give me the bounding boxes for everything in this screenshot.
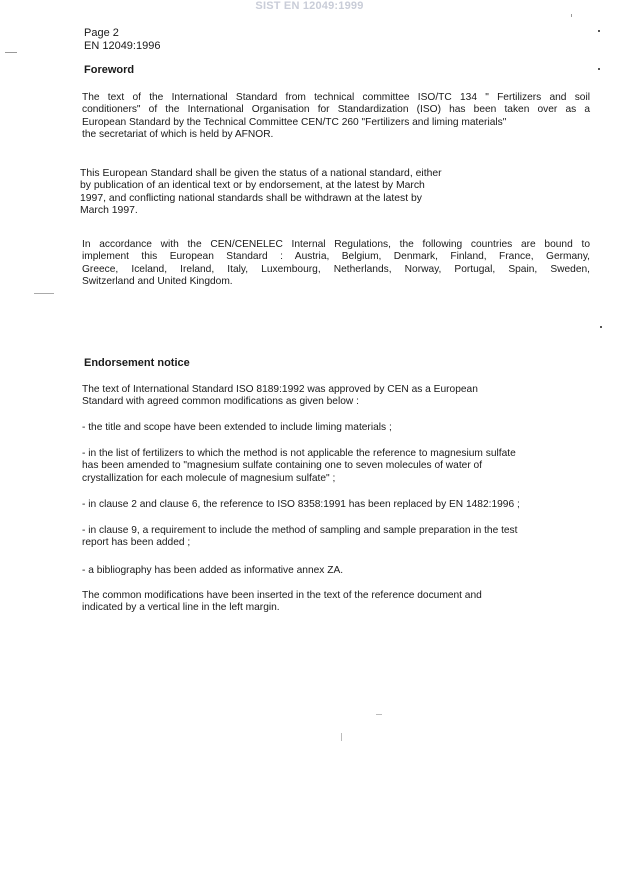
text-line: the secretariat of which is held by AFNOR. bbox=[82, 128, 274, 140]
foreword-heading: Foreword bbox=[84, 64, 135, 76]
text-line: - the title and scope have been extended to include liming materials ; bbox=[82, 422, 392, 433]
foreword-paragraph-2 bbox=[80, 168, 590, 217]
modification-3 bbox=[82, 499, 592, 511]
scan-speck bbox=[598, 68, 600, 70]
text-line: This European Standard shall be given the status of a national standard, either bbox=[80, 168, 442, 179]
text-line: - in clause 9, a requirement to include the method of sampling and sample preparation in the test bbox=[82, 525, 518, 536]
text-line: Greece, Iceland, Ireland, Italy, Luxembourg, Netherlands, Norway, Portugal, Spain, Sweden, bbox=[82, 263, 590, 275]
text-line: indicated by a vertical line in the left margin. bbox=[82, 602, 280, 614]
text-line: March 1997. bbox=[80, 204, 138, 216]
text-line: - in the list of fertilizers to which the method is not applicable the reference to magnesium sulfate bbox=[82, 448, 516, 459]
modification-1 bbox=[82, 422, 592, 434]
text-line: The common modifications have been inserted in the text of the reference document and bbox=[82, 590, 482, 601]
text-line: conditioners" of the International Organisation for Standardization (ISO) has been taken over as a bbox=[82, 104, 590, 116]
text-line: Standard with agreed common modifications as given below : bbox=[82, 396, 359, 408]
scan-speck bbox=[571, 14, 572, 17]
closing-paragraph bbox=[82, 590, 592, 615]
scan-speck bbox=[598, 30, 600, 32]
text-line: has been amended to "magnesium sulfate containing one to seven molecules of water of bbox=[82, 460, 483, 472]
text-line: crystallization for each molecule of magnesium sulfate" ; bbox=[82, 472, 336, 484]
foreword-paragraph-3 bbox=[82, 239, 590, 288]
text-line: report has been added ; bbox=[82, 537, 191, 549]
text-line: The text of International Standard ISO 8189:1992 was approved by CEN as a European bbox=[82, 384, 478, 395]
modification-5 bbox=[82, 565, 592, 577]
scan-speck bbox=[5, 52, 17, 53]
page-number: Page 2 bbox=[84, 27, 119, 39]
modification-2 bbox=[82, 448, 592, 485]
text-line: The text of the International Standard from technical committee ISO/TC 134 " Fertilizers and soil bbox=[82, 92, 590, 103]
standard-number: EN 12049:1996 bbox=[84, 40, 161, 52]
text-line: 1997, and conflicting national standards shall be withdrawn at the latest by bbox=[80, 192, 422, 204]
endorsement-intro bbox=[82, 384, 592, 409]
text-line: - a bibliography has been added as informative annex ZA. bbox=[82, 565, 344, 576]
text-line: by publication of an identical text or by endorsement, at the latest by March bbox=[80, 180, 425, 192]
foreword-paragraph-1 bbox=[82, 92, 590, 141]
text-line: implement this European Standard : Austria, Belgium, Denmark, Finland, France, Germany, bbox=[82, 251, 590, 263]
modification-4 bbox=[82, 525, 592, 550]
scan-speck bbox=[34, 293, 54, 294]
scan-speck bbox=[600, 326, 602, 328]
watermark: SIST EN 12049:1999 bbox=[255, 0, 364, 12]
scan-speck bbox=[376, 714, 382, 715]
text-line: Switzerland and United Kingdom. bbox=[82, 275, 233, 287]
endorsement-heading: Endorsement notice bbox=[84, 357, 190, 369]
page-header bbox=[84, 27, 160, 53]
text-line: In accordance with the CEN/CENELEC Internal Regulations, the following countries are bound to bbox=[82, 239, 590, 250]
text-line: European Standard by the Technical Committee CEN/TC 260 "Fertilizers and liming materials" bbox=[82, 116, 507, 128]
scan-speck bbox=[341, 733, 342, 741]
text-line: - in clause 2 and clause 6, the reference to ISO 8358:1991 has been replaced by EN 1482:1996 ; bbox=[82, 499, 520, 510]
